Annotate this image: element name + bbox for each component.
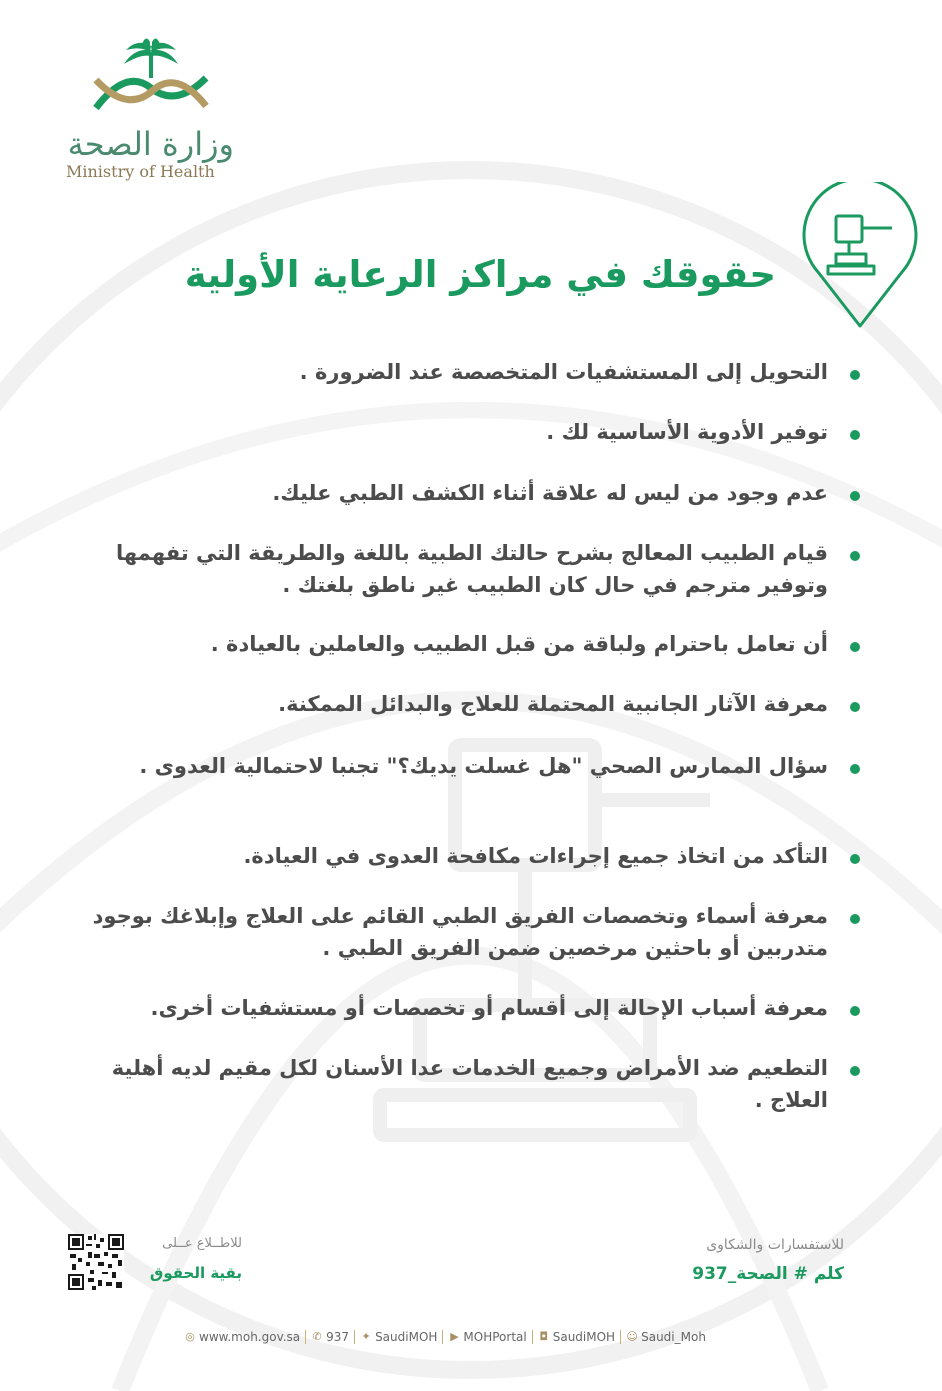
- qr-label-text: بقية الحقوق: [149, 1264, 242, 1282]
- youtube-icon: ▶: [450, 1330, 459, 1343]
- twitter-icon: ✦: [361, 1330, 371, 1343]
- right-text: عدم وجود من ليس له علاقة أثناء الكشف الطبي عليك.: [272, 481, 828, 505]
- gavel-pin-icon: [800, 182, 920, 332]
- qr-section: [68, 1234, 248, 1294]
- instagram-text: SaudiMOH: [552, 1330, 616, 1344]
- bullet-icon: [850, 491, 860, 501]
- bullet-icon: [850, 702, 860, 712]
- bullet-icon: [850, 370, 860, 380]
- bullet-icon: [850, 914, 860, 924]
- list-item: [68, 356, 828, 388]
- bullet-icon: [850, 551, 860, 561]
- divider: [532, 1330, 533, 1344]
- list-item: [68, 628, 828, 660]
- list-item: [68, 416, 828, 448]
- right-text: سؤال الممارس الصحي "هل غسلت يديك؟" تجنبا لاحتمالية العدوى .: [139, 754, 828, 778]
- snapchat-text: Saudi_Moh: [641, 1330, 706, 1344]
- youtube-link[interactable]: [448, 1330, 526, 1344]
- right-text: قيام الطبيب المعالج بشرح حالتك الطبية باللغة والطريقة التي تفهمها وتوفير مترجم في حال كان الطبيب غير ناطق بلغتك .: [116, 541, 828, 597]
- instagram-link[interactable]: [538, 1330, 615, 1344]
- phone-link[interactable]: [311, 1330, 349, 1344]
- twitter-text: SaudiMOH: [375, 1330, 438, 1344]
- divider: [620, 1330, 621, 1344]
- right-text: التأكد من اتخاذ جميع إجراءات مكافحة العدوى في العيادة.: [243, 844, 828, 868]
- list-item: [68, 750, 828, 782]
- bullet-icon: [850, 854, 860, 864]
- qr-prompt-text: للاطــلاع عــلى: [162, 1236, 242, 1251]
- bullet-icon: [850, 642, 860, 652]
- inquiries-label: للاستفسارات والشكاوى: [706, 1237, 844, 1253]
- youtube-text: MOHPortal: [463, 1330, 527, 1344]
- divider: [354, 1330, 355, 1344]
- list-item: [68, 840, 828, 872]
- right-text: التطعيم ضد الأمراض وجميع الخدمات عدا الأسنان لكل مقيم لديه أهلية العلاج .: [111, 1056, 828, 1112]
- inquiries-section: [624, 1234, 844, 1294]
- right-text: التحويل إلى المستشفيات المتخصصة عند الضرورة .: [299, 360, 828, 384]
- website-text: www.moh.gov.sa: [199, 1330, 301, 1344]
- logo-arabic-text: وزارة الصحة: [67, 125, 234, 163]
- twitter-link[interactable]: [360, 1330, 437, 1344]
- list-item: [68, 688, 828, 720]
- list-item: [68, 992, 828, 1024]
- page-title: حقوقك في مراكز الرعاية الأولية: [184, 252, 776, 296]
- moh-logo: [58, 38, 248, 188]
- right-text: معرفة الآثار الجانبية المحتملة للعلاج والبدائل الممكنة.: [278, 692, 828, 716]
- right-text: معرفة أسباب الإحالة إلى أقسام أو تخصصات أو مستشفيات أخرى.: [150, 996, 828, 1020]
- bullet-icon: [850, 1006, 860, 1016]
- instagram-icon: ◘: [539, 1330, 549, 1343]
- logo-english-text: Ministry of Health: [66, 162, 215, 181]
- phone-text: 937: [326, 1330, 350, 1344]
- list-item: [68, 477, 828, 509]
- list-item: [68, 537, 828, 601]
- right-text: معرفة أسماء وتخصصات الفريق الطبي القائم على العلاج وإبلاغك بوجود متدربين أو باحثين مرخصين ضمن الفريق الطبي .: [92, 904, 828, 960]
- qr-code-icon[interactable]: [68, 1234, 124, 1290]
- snapchat-link[interactable]: [626, 1330, 706, 1344]
- phone-icon: ✆: [312, 1330, 322, 1343]
- palm-and-swords-icon: [86, 38, 216, 118]
- divider: [305, 1330, 306, 1344]
- right-text: توفير الأدوية الأساسية لك .: [546, 420, 828, 444]
- globe-icon: ◎: [185, 1330, 195, 1343]
- snapchat-icon: ☺: [626, 1330, 638, 1343]
- divider: [442, 1330, 443, 1344]
- list-item: [68, 1052, 828, 1116]
- right-text: أن تعامل باحترام ولباقة من قبل الطبيب والعاملين بالعيادة .: [210, 632, 828, 656]
- bullet-icon: [850, 430, 860, 440]
- hotline-text[interactable]: كلم # الصحة_937: [692, 1264, 844, 1284]
- website-link[interactable]: [184, 1330, 300, 1344]
- list-item: [68, 900, 828, 964]
- bullet-icon: [850, 1066, 860, 1076]
- contact-bar: [184, 1326, 784, 1348]
- bullet-icon: [850, 764, 860, 774]
